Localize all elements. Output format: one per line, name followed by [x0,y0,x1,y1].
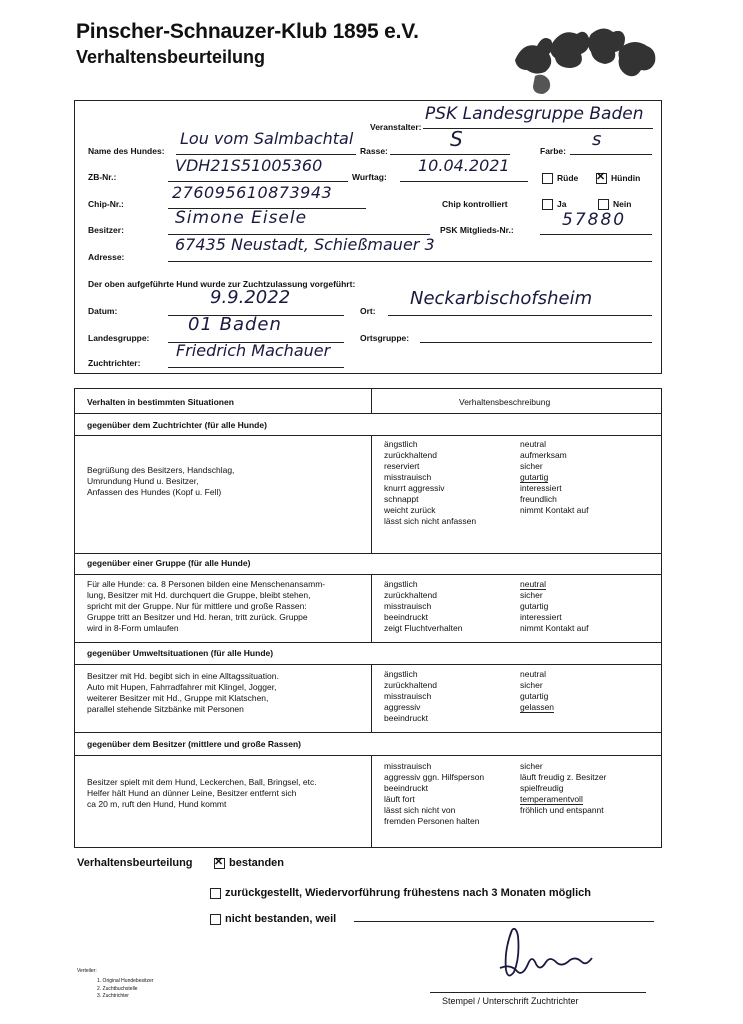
nicht-bestanden-label: nicht bestanden, weil [225,913,337,925]
landesgruppe-value[interactable]: 01 Baden [188,314,282,335]
chip-nein-label: Nein [613,199,632,209]
bestanden-label: bestanden [229,857,285,869]
zuchtrichter-value[interactable]: Friedrich Machauer [176,341,331,360]
adresse-line [168,261,652,262]
zuchtzulassung-statement: Der oben aufgeführte Hund wurde zur Zuchtzulassung vorgeführt: [88,279,356,289]
row-line [75,413,661,414]
rasse-line [390,154,510,155]
option-marked[interactable] [520,794,606,805]
zb-label: ZB-Nr.: [88,172,117,182]
situation-umwelt [87,671,279,715]
name-line [176,154,356,155]
zuchtrichter-line [168,367,344,368]
option[interactable]: neutral [520,439,546,449]
marked-option-text: gelassen [520,702,555,712]
option[interactable]: fröhlich und entspannt [520,805,604,815]
ort-value[interactable]: Neckarbischofsheim [410,288,593,309]
option[interactable]: sicher [520,761,543,771]
situation-line: Auto mit Hupen, Fahrradfahrer mit Klingel, Jogger, [87,682,277,692]
option-marked[interactable] [520,702,554,713]
option[interactable]: sicher [520,590,543,600]
besitzer-label: Besitzer: [88,225,124,235]
rasse-value[interactable]: S [450,127,463,151]
options-right-umwelt [520,669,554,713]
section-title-besitzer: gegenüber dem Besitzer (mittlere und große Rassen) [87,739,301,749]
situation-line: Umrundung Hund u. Besitzer, [87,476,199,486]
option[interactable]: knurrt aggressiv [384,483,445,493]
chip-ja-checkbox[interactable] [542,199,553,210]
option[interactable]: aufmerksam [520,450,567,460]
situation-line: Gruppe tritt an Besitzer und Hd. heran, tritt zurück. Gruppe [87,612,308,622]
option[interactable]: gutartig [520,691,549,701]
option-marked[interactable] [520,472,589,483]
situation-line: lung, Besitzer mit Hd. durchquert die Gruppe, bleibt stehen, [87,590,311,600]
option[interactable]: misstrauisch [384,691,432,701]
option[interactable]: interessiert [520,483,562,493]
chip-nein-checkbox[interactable] [598,199,609,210]
row-line [75,574,661,575]
option[interactable]: aggressiv ggn. Hilfsperson [384,772,485,782]
wurftag-line [400,181,528,182]
section-title-umwelt: gegenüber Umweltsituationen (für alle Hunde) [87,648,274,658]
option[interactable]: ängstlich [384,669,418,679]
result-label: Verhaltensbeurteilung [77,857,193,869]
option[interactable]: beeindruckt [384,612,428,622]
marked-option-text: gutartig [520,472,549,482]
name-value[interactable]: Lou vom Salmbachtal [180,129,354,148]
option[interactable]: läuft freudig z. Besitzer [520,772,607,782]
option[interactable]: ängstlich [384,439,418,449]
datum-value[interactable]: 9.9.2022 [210,287,291,308]
option[interactable]: misstrauisch [384,601,432,611]
huendin-checkbox[interactable] [596,173,607,184]
option[interactable]: zeigt Fluchtverhalten [384,623,463,633]
result-nicht-bestanden[interactable] [210,913,336,925]
option[interactable]: aggressiv [384,702,421,712]
schnauzer-dogs-logo [505,20,665,98]
situation-line: ca 20 m, ruft den Hund, Hund kommt [87,799,227,809]
zurueckgestellt-checkbox[interactable] [210,888,221,899]
club-name: Pinscher-Schnauzer-Klub 1895 e.V. [76,20,419,43]
verteiler-item: 3. Zuchtrichter [97,993,129,999]
option[interactable]: beeindruckt [384,783,428,793]
col2-header: Verhaltensbeschreibung [459,397,551,407]
options-left-umwelt [384,669,437,724]
situation-line: Begrüßung des Besitzers, Handschlag, [87,465,235,475]
option[interactable]: nimmt Kontakt auf [520,623,589,633]
psk-nr-label: PSK Mitglieds-Nr.: [440,225,514,235]
zurueckgestellt-label: zurückgestellt, Wiedervorführung frühestens nach 3 Monaten möglich [225,887,592,899]
col-divider-3 [371,664,372,732]
ortsgruppe-label: Ortsgruppe: [360,333,410,343]
nicht-bestanden-checkbox[interactable] [210,914,221,925]
situation-line: Für alle Hunde: ca. 8 Personen bilden eine Menschenansamm- [87,579,326,589]
row-line [75,642,661,643]
options-right-gruppe [520,579,589,634]
wurftag-label: Wurftag: [352,172,387,182]
situation-line: Besitzer spielt mit dem Hund, Leckerchen, Ball, Bringsel, etc. [87,777,317,787]
bestanden-checkbox[interactable] [214,858,225,869]
option[interactable]: misstrauisch [384,761,432,771]
col1-header: Verhalten in bestimmten Situationen [87,397,234,407]
option[interactable]: lässt sich nicht von [384,805,456,815]
option-marked[interactable] [520,579,589,590]
option[interactable]: zurückhaltend [384,590,437,600]
options-right-besitzer [520,761,606,816]
behaviour-table [74,388,662,848]
ruede-checkbox[interactable] [542,173,553,184]
farbe-label: Farbe: [540,146,566,156]
zb-line [168,181,348,182]
situation-zuchtrichter [87,465,234,498]
marked-option-text: temperamentvoll [520,794,583,804]
verteiler-title: Verteiler: [77,968,97,974]
farbe-line [570,154,652,155]
col-divider-4 [371,755,372,847]
signature-line [430,992,646,993]
section-title-zuchtrichter: gegenüber dem Zuchtrichter (für alle Hunde) [87,420,267,430]
option[interactable]: reserviert [384,461,420,471]
datum-label: Datum: [88,306,118,316]
veranstalter-label: Veranstalter: [370,122,422,132]
option[interactable]: sicher [520,461,543,471]
situation-line: wird in 8-Form umlaufen [87,623,179,633]
name-label: Name des Hundes: [88,146,165,156]
row-line [75,732,661,733]
situation-line: Besitzer mit Hd. begibt sich in eine Alltagssituation. [87,671,279,681]
situation-line: weiterer Besitzer mit Hd., Gruppe mit Klatschen, [87,693,269,703]
situation-gruppe [87,579,325,634]
ortsgruppe-line [420,342,652,343]
situation-line: parallel stehende Sitzbänke mit Personen [87,704,244,714]
col-divider-1 [371,435,372,553]
option[interactable]: lässt sich nicht anfassen [384,516,477,526]
header-divider [371,389,372,413]
rasse-label: Rasse: [360,146,388,156]
option[interactable]: zurückhaltend [384,680,437,690]
row-line [75,435,661,436]
option[interactable]: interessiert [520,612,562,622]
col-divider-2 [371,574,372,642]
result-bestanden[interactable] [214,857,284,869]
section-title-gruppe: gegenüber einer Gruppe (für alle Hunde) [87,558,251,568]
option[interactable]: beeindruckt [384,713,428,723]
options-left-zuchtrichter [384,439,476,527]
ruede-label: Rüde [557,173,579,183]
option[interactable]: sicher [520,680,543,690]
option[interactable]: nimmt Kontakt auf [520,505,589,515]
result-zurueckgestellt[interactable] [210,887,591,899]
option[interactable]: zurückhaltend [384,450,437,460]
wurftag-value[interactable]: 10.04.2021 [418,156,510,175]
option[interactable]: spielfreudig [520,783,564,793]
row-line [75,755,661,756]
situation-line: Helfer hält Hund an dünner Leine, Besitzer entfernt sich [87,788,297,798]
option[interactable]: ängstlich [384,579,418,589]
chip-ja-option[interactable] [542,199,566,210]
situation-line: Anfassen des Hundes (Kopf u. Fell) [87,487,222,497]
option[interactable]: neutral [520,669,546,679]
chip-value[interactable]: 276095610873943 [172,183,333,202]
options-left-besitzer [384,761,484,827]
situation-line: spricht mit der Gruppe. Nur für mittlere und große Rassen: [87,601,307,611]
signature [472,920,642,990]
psk-nr-value[interactable]: 57880 [562,210,627,230]
zb-value[interactable]: VDH21S51005360 [175,156,323,175]
zuchtrichter-label: Zuchtrichter: [88,358,141,368]
row-line [75,553,661,554]
option[interactable]: schnappt [384,494,419,504]
ruede-option[interactable] [542,173,578,184]
huendin-label: Hündin [611,173,641,183]
chip-ja-label: Ja [557,199,567,209]
verteiler-list [97,978,153,1001]
ort-line [388,315,652,316]
chip-kontrolliert-label: Chip kontrolliert [442,199,508,209]
adresse-label: Adresse: [88,252,125,262]
situation-besitzer [87,777,317,810]
option[interactable]: freundlich [520,494,557,504]
veranstalter-value[interactable]: PSK Landesgruppe Baden [425,104,644,124]
verteiler-item: 2. Zuchtbuchstelle [97,985,138,992]
row-line [75,664,661,665]
farbe-value[interactable]: s [592,129,602,150]
adresse-value[interactable]: 67435 Neustadt, Schießmauer 3 [175,235,435,254]
option[interactable]: weicht zurück [384,505,436,515]
chip-label: Chip-Nr.: [88,199,124,209]
signature-caption: Stempel / Unterschrift Zuchtrichter [442,996,579,1006]
option[interactable]: misstrauisch [384,472,432,482]
chip-nein-option[interactable] [598,199,631,210]
ort-label: Ort: [360,306,376,316]
option[interactable]: fremden Personen halten [384,816,480,826]
marked-option-text: neutral [520,579,546,589]
options-right-zuchtrichter [520,439,589,516]
verteiler-item: 1. Original Hundebesitzer [97,978,154,984]
option[interactable]: läuft fort [384,794,415,804]
landesgruppe-label: Landesgruppe: [88,333,150,343]
besitzer-value[interactable]: Simone Eisele [175,208,308,228]
huendin-option[interactable] [596,173,640,184]
option[interactable]: gutartig [520,601,549,611]
form-title: Verhaltensbeurteilung [76,47,266,67]
options-left-gruppe [384,579,462,634]
psk-nr-line [540,234,652,235]
